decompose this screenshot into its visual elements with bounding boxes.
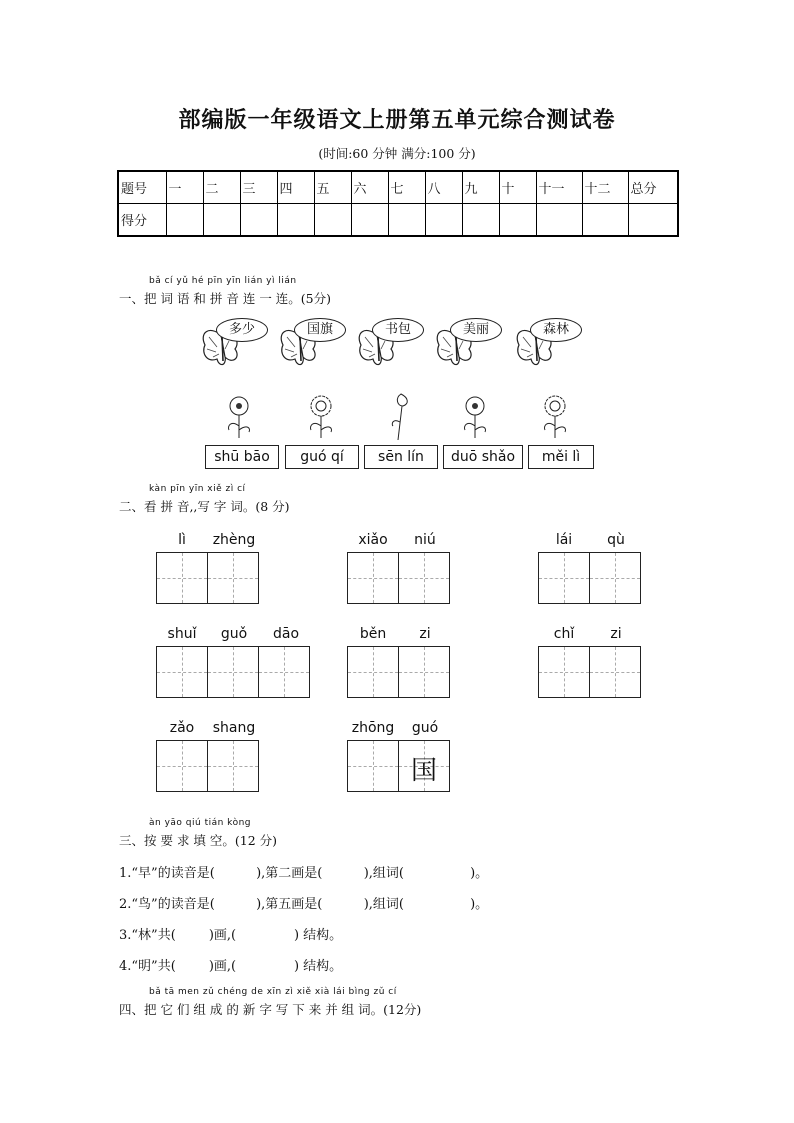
- writing-group: [538, 626, 642, 698]
- q3-item[interactable]: 4.“明”共( )画,( ) 结构。: [119, 959, 343, 974]
- tianzige-cell[interactable]: 国: [398, 740, 450, 792]
- score-header-cell: 总分: [628, 171, 678, 204]
- score-cell[interactable]: [388, 204, 425, 237]
- pinyin-box[interactable]: měi lì: [528, 445, 594, 469]
- writing-group: [156, 626, 312, 698]
- pinyin-box[interactable]: shū bāo: [205, 445, 279, 469]
- tianzige-cell[interactable]: [538, 552, 590, 604]
- tianzige-cell[interactable]: [156, 740, 208, 792]
- score-cell[interactable]: [582, 204, 628, 237]
- pinyin-label: zǎo: [169, 720, 195, 736]
- score-header-cell: 十一: [536, 171, 582, 204]
- pinyin-label: běn: [359, 626, 387, 642]
- q4-heading: 四、把 它 们 组 成 的 新 字 写 下 来 并 组 词。(12分): [119, 1002, 422, 1017]
- flower-illustrations: [205, 392, 605, 442]
- tianzige-cell[interactable]: [589, 552, 641, 604]
- pinyin-box[interactable]: guó qí: [285, 445, 359, 469]
- score-cell[interactable]: [462, 204, 499, 237]
- tianzige-cell[interactable]: [398, 552, 450, 604]
- score-cell[interactable]: [166, 204, 203, 237]
- flower-icon: [310, 396, 331, 438]
- flower-icon: [228, 397, 249, 438]
- score-cell[interactable]: [351, 204, 388, 237]
- writing-group: [347, 720, 451, 792]
- score-header-cell: 九: [462, 171, 499, 204]
- score-table-header-row: [118, 171, 678, 204]
- tianzige-cell[interactable]: [156, 552, 208, 604]
- tianzige-cell[interactable]: [347, 646, 399, 698]
- score-cell[interactable]: [536, 204, 582, 237]
- word-bubble[interactable]: 国旗: [294, 318, 346, 342]
- pinyin-label: xiǎo: [358, 532, 388, 548]
- tianzige-cell[interactable]: [258, 646, 310, 698]
- score-header-cell: 四: [277, 171, 314, 204]
- pinyin-label: zhōng: [351, 720, 395, 736]
- tianzige-cell[interactable]: [207, 552, 259, 604]
- score-cell[interactable]: [203, 204, 240, 237]
- score-header-cell: 一: [166, 171, 203, 204]
- score-header-cell: 十: [499, 171, 536, 204]
- score-header-cell: 五: [314, 171, 351, 204]
- score-header-cell: 二: [203, 171, 240, 204]
- tianzige-cell[interactable]: [589, 646, 641, 698]
- page-title: 部编版一年级语文上册第五单元综合测试卷: [178, 107, 616, 133]
- q2-pinyin: kàn pīn yīn xiě zì cí: [149, 484, 246, 494]
- pinyin-label: lì: [178, 532, 186, 548]
- tianzige-cell[interactable]: [347, 740, 399, 792]
- score-table-score-row: [118, 204, 678, 237]
- pinyin-label: chǐ: [553, 626, 575, 642]
- score-cell[interactable]: [277, 204, 314, 237]
- word-bubble[interactable]: 书包: [372, 318, 424, 342]
- flower-icon: [392, 394, 407, 440]
- pinyin-label: qù: [607, 532, 625, 548]
- tianzige-cell[interactable]: [398, 646, 450, 698]
- score-header-cell: 十二: [582, 171, 628, 204]
- tianzige-cell[interactable]: [207, 740, 259, 792]
- tianzige-cell[interactable]: [538, 646, 590, 698]
- pinyin-label: guǒ: [220, 626, 248, 642]
- score-table: [117, 170, 679, 237]
- writing-group: [156, 720, 260, 792]
- pinyin-label: shuǐ: [167, 626, 197, 642]
- pinyin-box[interactable]: sēn lín: [364, 445, 438, 469]
- word-bubble[interactable]: 森林: [530, 318, 582, 342]
- writing-group: [156, 532, 260, 604]
- q1-pinyin: bǎ cí yǔ hé pīn yīn lián yì lián: [149, 276, 297, 286]
- tianzige-cell[interactable]: [207, 646, 259, 698]
- pinyin-label: niú: [414, 532, 436, 548]
- flower-icon: [464, 397, 485, 438]
- score-header-cell: 三: [240, 171, 277, 204]
- q3-item[interactable]: 1.“早”的读音是( ),第二画是( ),组词( )。: [119, 866, 489, 881]
- tianzige-cell[interactable]: [347, 552, 399, 604]
- writing-group: [347, 532, 451, 604]
- score-cell[interactable]: [628, 204, 678, 237]
- score-cell[interactable]: [314, 204, 351, 237]
- score-cell[interactable]: [240, 204, 277, 237]
- word-bubble[interactable]: 美丽: [450, 318, 502, 342]
- writing-group: [347, 626, 451, 698]
- q3-item[interactable]: 2.“鸟”的读音是( ),第五画是( ),组词( )。: [119, 897, 489, 912]
- pinyin-label: guó: [411, 720, 439, 736]
- flower-icon: [544, 396, 565, 438]
- q4-pinyin: bǎ tā men zǔ chéng de xīn zì xiě xià lái bìng zǔ cí: [149, 987, 397, 997]
- q3-pinyin: àn yāo qiú tián kòng: [149, 818, 251, 828]
- writing-group: [538, 532, 642, 604]
- pinyin-label: lái: [555, 532, 573, 548]
- score-header-cell: 七: [388, 171, 425, 204]
- q3-item[interactable]: 3.“林”共( )画,( ) 结构。: [119, 928, 343, 943]
- pinyin-label: shang: [212, 720, 256, 736]
- tianzige-cell[interactable]: [156, 646, 208, 698]
- score-cell[interactable]: [499, 204, 536, 237]
- pinyin-label: zi: [419, 626, 431, 642]
- pinyin-box[interactable]: duō shǎo: [443, 445, 523, 469]
- q2-heading: 二、看 拼 音,,写 字 词。(8 分): [119, 499, 290, 514]
- q1-heading: 一、把 词 语 和 拼 音 连 一 连。(5分): [119, 291, 331, 306]
- word-bubble[interactable]: 多少: [216, 318, 268, 342]
- pinyin-label: zhèng: [212, 532, 256, 548]
- score-header-cell: 六: [351, 171, 388, 204]
- pinyin-label: zi: [610, 626, 622, 642]
- score-header-cell: 八: [425, 171, 462, 204]
- score-cell[interactable]: [425, 204, 462, 237]
- pinyin-label: dāo: [272, 626, 300, 642]
- score-row-label: 得分: [118, 204, 166, 237]
- exam-info: (时间:60 分钟 满分:100 分): [318, 146, 476, 161]
- q3-heading: 三、按 要 求 填 空。(12 分): [119, 833, 278, 848]
- score-header-cell: 题号: [118, 171, 166, 204]
